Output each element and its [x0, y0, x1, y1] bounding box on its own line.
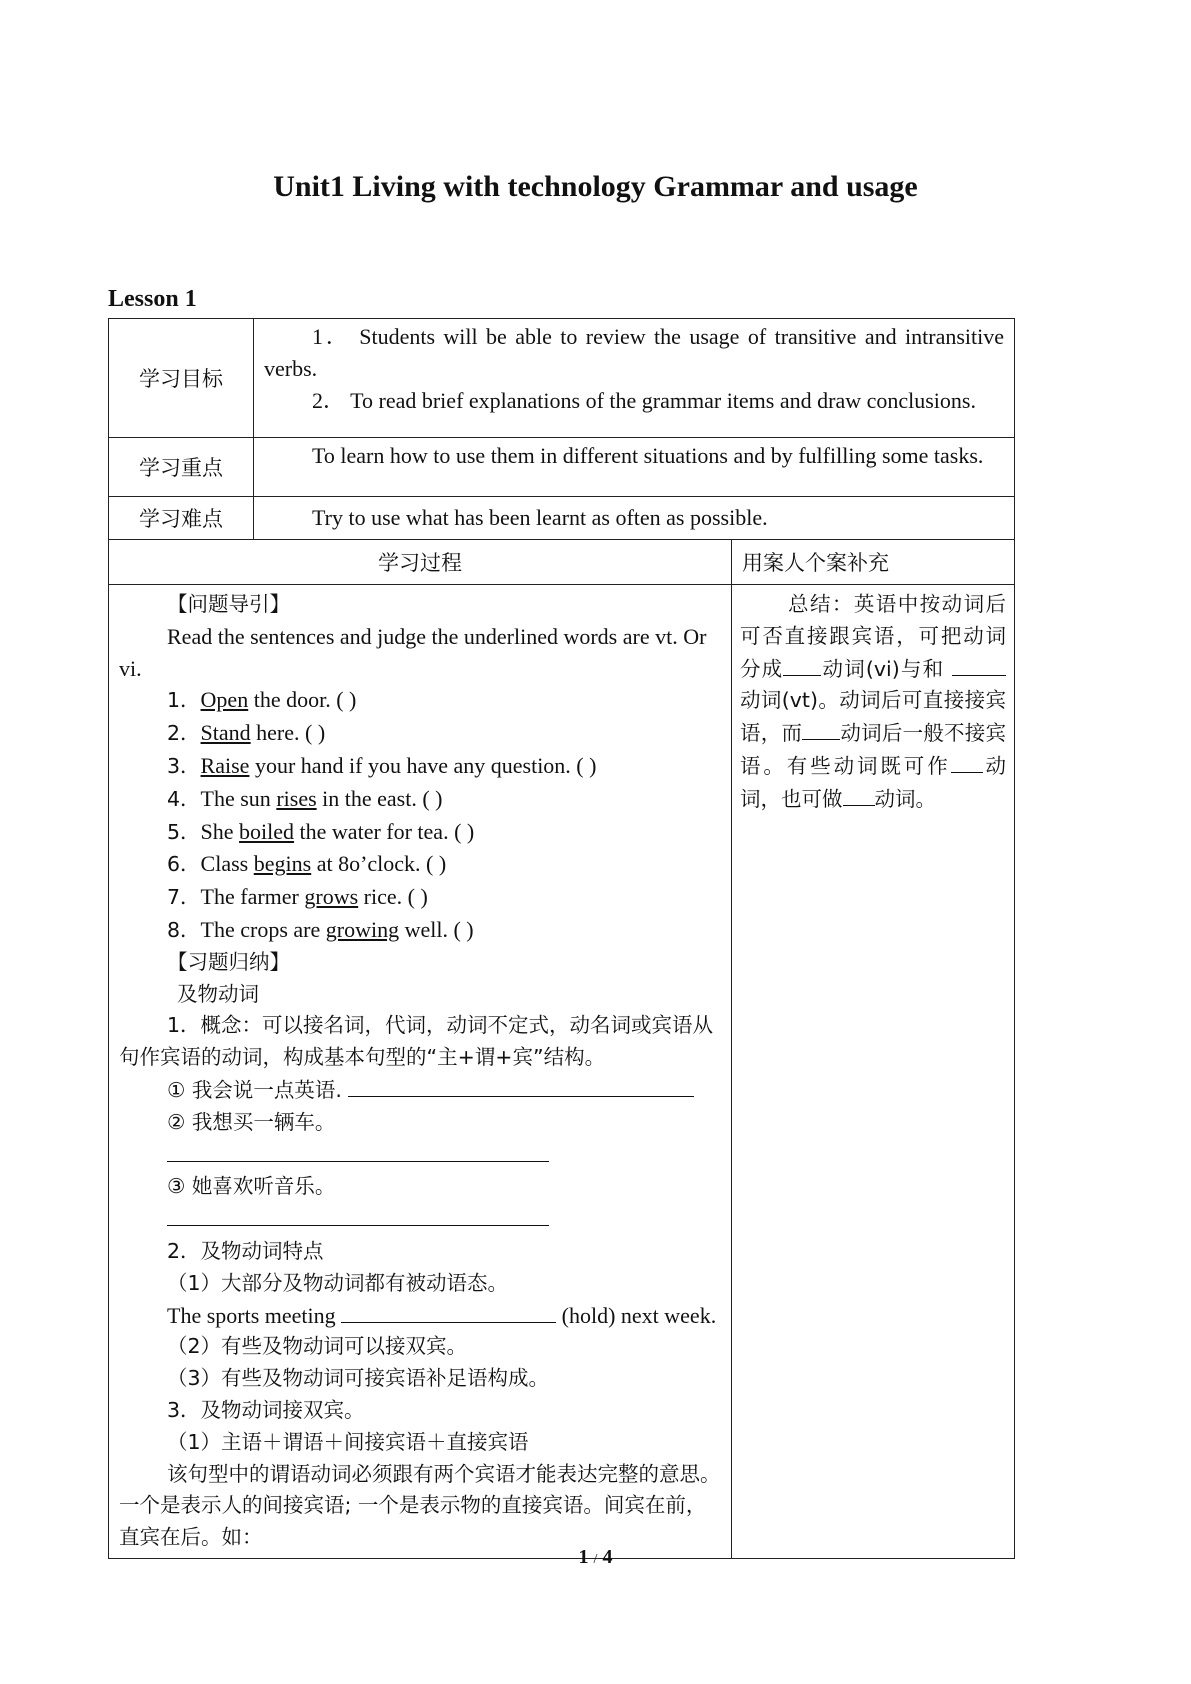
focus-row: [109, 438, 1015, 497]
sentence-post: at 8o’clock. ( ): [311, 851, 447, 877]
sentence-number: 6．: [167, 852, 201, 877]
sentence-post: in the east. ( ): [316, 785, 443, 811]
objective-1: 1． Students will be able to review the usage of transitive and intransitive verbs.: [264, 324, 1005, 381]
exercise-sentence: [119, 750, 721, 783]
lesson-heading: Lesson 1: [108, 286, 197, 312]
sentence-post: the door. ( ): [248, 687, 357, 713]
sentence-underlined-word: begins: [253, 851, 312, 877]
focus-paragraph: To learn how to use them in different situations and by fulfilling some tasks.: [312, 443, 984, 468]
content-row: [109, 585, 1015, 1559]
example-2: [119, 1107, 721, 1172]
sentence-underlined-word: Raise: [200, 752, 250, 778]
example-3: [119, 1171, 721, 1236]
sentence-number: 7．: [167, 885, 201, 910]
exercise-sentence: [119, 717, 721, 750]
sentence-number: 5．: [167, 819, 201, 844]
answer-blank-3[interactable]: [167, 1203, 549, 1226]
page-total: 4: [602, 1546, 613, 1568]
objectives-row: [109, 319, 1015, 438]
concept-text: 1．概念：可以接名词，代词，动词不定式，动名词或宾语从句作宾语的动词，构成基本句型的“主+谓+宾”结构。: [119, 1013, 714, 1070]
answer-blank-1[interactable]: [348, 1074, 694, 1097]
sentence-pre: The crops are: [200, 916, 326, 942]
sentence-number: 4．: [167, 786, 201, 811]
difficulty-paragraph: Try to use what has been learnt as often as possible.: [312, 505, 768, 530]
objectives-label: 学习目标: [109, 319, 254, 438]
feature-3: （3）有些及物动词可接宾语补足语构成。: [167, 1366, 550, 1391]
notes-blank-2[interactable]: [952, 653, 1006, 676]
sentence-pre: The sun: [200, 785, 277, 811]
sentence-pre: The farmer: [200, 884, 305, 910]
transitive-subhead: 及物动词: [177, 981, 259, 1006]
sentence-underlined-word: Open: [200, 687, 249, 713]
example-2-text: ② 我想买一辆车。: [167, 1109, 336, 1134]
double-object-explanation: 该句型中的谓语动词必须跟有两个宾语才能表达完整的意思。一个是表示人的间接宾语; 一个是表示物的直接宾语。间宾在前，直宾在后。如：: [119, 1461, 721, 1550]
sentence-underlined-word: rises: [276, 785, 317, 811]
notes-text-4: 动词后一般不接宾语。有些动词既可作: [740, 721, 1007, 778]
notes-blank-3[interactable]: [802, 717, 840, 740]
exercise-sentence: [119, 816, 721, 849]
page-number: [0, 1546, 1191, 1569]
page-current: 1: [578, 1546, 589, 1568]
sentence-list: [119, 684, 721, 946]
notes-text-5: 动词，也可做: [740, 753, 1007, 811]
example-3-text: ③ 她喜欢听音乐。: [167, 1174, 336, 1199]
exercise-sentence: [119, 914, 721, 947]
objectives-cell: [254, 319, 1015, 438]
sentence-post: here. ( ): [250, 720, 326, 746]
sentence-post: rice. ( ): [358, 884, 428, 910]
sports-pre: The sports meeting: [167, 1302, 342, 1328]
objective-2: 2． To read brief explanations of the grammar items and draw conclusions.: [312, 388, 976, 413]
notes-text-1: 总结：英语中按动词后可否直接跟宾语，可把动词分成: [740, 592, 1007, 681]
section-guide-title: 【问题导引】: [167, 592, 290, 616]
difficulty-label: 学习难点: [109, 497, 254, 540]
double-object-pattern: （1）主语＋谓语＋间接宾语＋直接宾语: [167, 1429, 529, 1454]
sentence-pre: Class: [200, 851, 254, 877]
sentence-underlined-word: growing: [325, 916, 400, 942]
sports-post: (hold) next week.: [556, 1302, 717, 1328]
sentence-pre: She: [200, 818, 240, 844]
exercise-sentence: [119, 783, 721, 816]
example-1-text: ① 我会说一点英语.: [167, 1077, 342, 1102]
sentence-post: the water for tea. ( ): [294, 818, 475, 844]
answer-blank-4[interactable]: [341, 1300, 556, 1323]
feature-2: （2）有些及物动词可以接双宾。: [167, 1334, 468, 1359]
page-title: Unit1 Living with technology Grammar and usage: [273, 170, 918, 203]
sentence-number: 1．: [167, 688, 201, 713]
sentence-underlined-word: boiled: [239, 818, 295, 844]
difficulty-row: [109, 497, 1015, 540]
page-separator: /: [593, 1552, 598, 1567]
sentence-number: 2．: [167, 721, 201, 746]
answer-blank-2[interactable]: [167, 1139, 549, 1162]
sentence-underlined-word: grows: [304, 884, 359, 910]
focus-text: [254, 438, 1015, 497]
process-content: [109, 585, 732, 1559]
section-summary-title: 【习题归纳】: [167, 949, 290, 974]
notes-blank-5[interactable]: [843, 783, 875, 806]
feature-1: （1）大部分及物动词都有被动语态。: [167, 1270, 509, 1295]
header-row: [109, 540, 1015, 585]
notes-text-2: 动词(vi)与和: [821, 656, 945, 681]
sentence-number: 8．: [167, 917, 201, 942]
notes-content: [732, 585, 1015, 1559]
exercise-sentence: [119, 848, 721, 881]
exercise-sentence: [119, 881, 721, 914]
notes-blank-1[interactable]: [783, 653, 821, 676]
sentence-post: your hand if you have any question. ( ): [249, 752, 597, 778]
focus-label: 学习重点: [109, 438, 254, 497]
notes-text-6: 动词。: [874, 786, 936, 811]
sentence-number: 3．: [167, 753, 201, 778]
sentence-post: well. ( ): [399, 916, 474, 942]
notes-blank-4[interactable]: [951, 750, 983, 773]
process-header: 学习过程: [109, 540, 732, 585]
features-title: 2．及物动词特点: [167, 1238, 324, 1263]
notes-header: 用案人个案补充: [732, 540, 1015, 585]
sentence-underlined-word: Stand: [200, 720, 251, 746]
notes-summary: [740, 589, 1006, 816]
difficulty-text: [254, 497, 1015, 540]
instruction-text: Read the sentences and judge the underlined words are vt. Or vi.: [119, 623, 707, 681]
example-1: [119, 1074, 721, 1107]
sports-sentence: [119, 1300, 721, 1332]
exercise-sentence: [119, 684, 721, 717]
notes-text-3: 动词(vt)。动词后可直接接宾语，而: [740, 688, 1007, 746]
lesson-plan-table: [108, 318, 1015, 1559]
double-object-title: 3．及物动词接双宾。: [167, 1397, 365, 1422]
